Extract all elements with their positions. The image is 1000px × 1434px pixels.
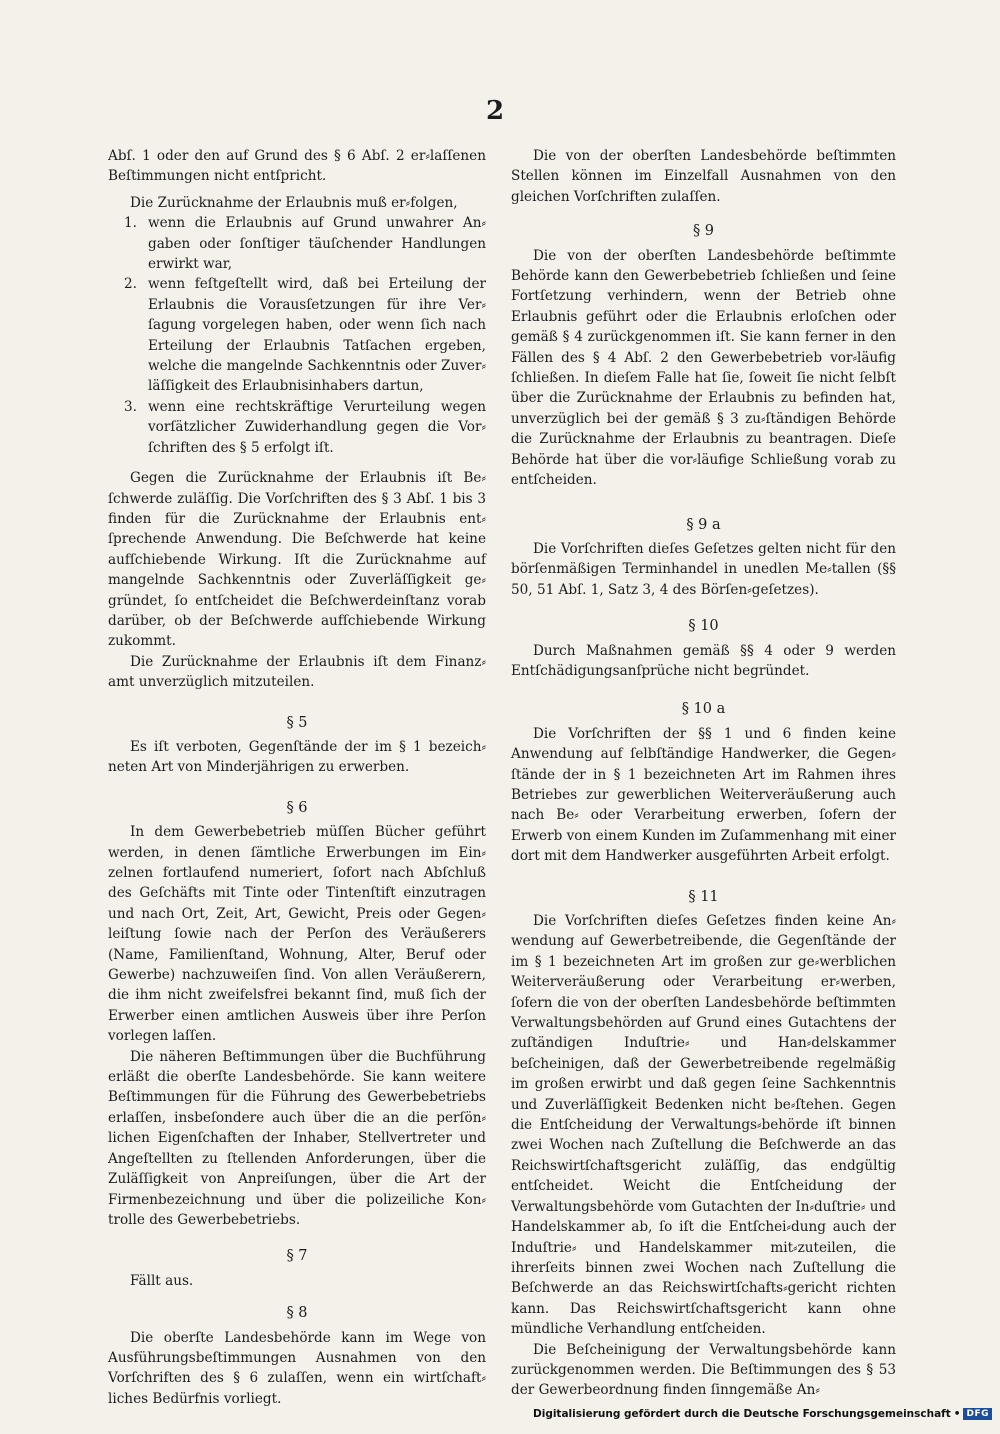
list-number: 2. [124, 276, 137, 293]
section-heading: § 6 [286, 799, 308, 816]
section-heading: § 10 [688, 618, 719, 635]
right-column [511, 146, 896, 1401]
paragraph: Die Vorſchriften dieſes Geſetzes gelten nicht für den börſenmäßigen Terminhandel in unedlen Me⸗tallen (§§ 50, 51 Abſ. 1, Satz 3, 4 des Börſen⸗geſetzes). [511, 540, 896, 598]
paragraph: Gegen die Zurücknahme der Erlaubnis iſt Be⸗ſchwerde zuläſſig. Die Vorſchriften des § 3 Abſ. 1 bis 3 finden für die Zurücknahme der Erlaubnis ent⸗ſprechende Anwendung. Die Beſchwerde hat keine aufſchiebende Wirkung. Iſt die Zurücknahme auf mangelnde Sachkenntnis oder Zuverläſſigkeit ge⸗gründet, ſo entſcheidet die Beſchwerdeinſtanz vorab darüber, ob der Beſchwerde aufſchiebende Wirkung zukommt. [108, 470, 486, 650]
section-heading: § 5 [286, 714, 308, 731]
page-number: 2 [486, 96, 505, 126]
paragraph: Abſ. 1 oder den auf Grund des § 6 Abſ. 2 er⸗laſſenen Beſtimmungen nicht entſpricht. [108, 148, 486, 185]
paragraph: Durch Maßnahmen gemäß §§ 4 oder 9 werden Entſchädigungsanſprüche nicht begründet. [511, 642, 896, 679]
list-item-text: wenn die Erlaubnis auf Grund unwahrer An⸗gaben oder ſonſtiger täuſchender Handlungen erwirkt war, [148, 215, 486, 273]
paragraph: Die von der oberſten Landesbehörde beſtimmte Behörde kann den Gewerbebetrieb ſchließen und ſeine Fortſetzung verhindern, wenn der Betrieb ohne Erlaubnis geführt oder die Erlaubnis erloſchen oder gemäß § 4 zurückgenommen iſt. Sie kann ferner in den Fällen des § 4 Abſ. 2 den Gewerbebetrieb vor⸗läufig ſchließen. In dieſem Falle hat ſie, ſoweit ſie nicht ſelbſt über die Zurücknahme der Erlaubnis zu befinden hat, unverzüglich bei der gemäß § 3 zu⸗ſtändigen Behörde die Zurücknahme der Erlaubnis zu beantragen. Dieſe Behörde hat über die vor⸗läufige Schließung vorab zu entſcheiden. [511, 247, 896, 489]
paragraph: Die Vorſchriften dieſes Geſetzes finden keine An⸗wendung auf Gewerbetreibende, die Gegenſtände der im § 1 bezeichneten Art im großen zur ge⸗werblichen Weiterveräußerung oder Verarbeitung er⸗werben, ſofern die von der oberſten Landesbehörde beſtimmten Verwaltungsbehörden auf Grund eines Gutachtens der zuſtändigen Induſtrie⸗ und Han⸗delskammer beſcheinigen, daß der Gewerbetreibende regelmäßig im großen erwirbt und daß gegen ſeine Sachkenntnis und Zuverläſſigkeit Bedenken nicht be⸗ſtehen. Gegen die Entſcheidung der Verwaltungs⸗behörde iſt binnen zwei Wochen nach Zuſtellung die Beſchwerde an das Reichswirtſchaftsgericht zuläſſig, das endgültig entſcheidet. Weicht die Entſcheidung der Verwaltungsbehörde vom Gutachten der In⸗duſtrie⸗ und Handelskammer ab, ſo iſt die Entſchei⸗dung auch der Induſtrie⸗ und Handelskammer mit⸗zuteilen, die ihrerſeits binnen zwei Wochen nach Zuſtellung die Beſchwerde an das Reichswirtſchafts⸗gericht richten kann. Das Reichswirtſchaftsgericht kann ohne mündliche Verhandlung entſcheiden. [511, 913, 896, 1338]
list-item-text: wenn feſtgeſtellt wird, daß bei Erteilung der Erlaubnis die Vorausſetzungen für ihre Ver⸗ſagung vorgelegen haben, oder wenn ſich nach Erteilung der Erlaubnis Tatſachen ergeben, welche die mangelnde Sachkenntnis oder Zuver⸗läſſigkeit des Erlaubnisinhabers dartun, [148, 276, 486, 395]
list-item [108, 213, 486, 274]
section-heading: § 10 a [681, 701, 726, 718]
paragraph: Die oberſte Landesbehörde kann im Wege von Ausführungsbeſtimmungen Ausnahmen von den Vorſchriften des § 6 zulaſſen, wenn ein wirtſchaft⸗liches Bedürfnis vorliegt. [108, 1329, 486, 1407]
paragraph: Die Beſcheinigung der Verwaltungsbehörde kann zurückgenommen werden. Die Beſtimmungen des § 53 der Gewerbeordnung finden ſinngemäße An⸗ [511, 1341, 896, 1399]
list-number: 1. [124, 215, 137, 232]
paragraph: Die näheren Beſtimmungen über die Buchführung erläßt die oberſte Landesbehörde. Sie kann weitere Beſtimmungen für die Führung des Gewerbebetriebs erlaſſen, insbeſondere auch über die an die perſön⸗lichen Eigenſchaften der Inhaber, Stellvertreter und Angeſtellten zu ſtellenden Anforderungen, über die Zuläſſigkeit von Anpreiſungen, über die Art der Firmenbezeichnung und über die polizeiliche Kon⸗trolle des Gewerbebetriebs. [108, 1048, 486, 1228]
section-heading: § 8 [286, 1305, 308, 1322]
bullet: • [953, 1408, 961, 1420]
paragraph: In dem Gewerbebetrieb müſſen Bücher geführt werden, in denen ſämtliche Erwerbungen im Ein⸗zelnen fortlaufend numeriert, ſofort nach Abſchluß des Geſchäfts mit Tinte oder Tintenſtift einzutragen und nach Ort, Zeit, Art, Gewicht, Preis oder Gegen⸗leiſtung ſowie nach der Perſon des Veräußerers (Name, Familienſtand, Wohnung, Alter, Beruf oder Gewerbe) nachzuweiſen ſind. Von allen Veräußerern, die ihm nicht zweifelsfrei bekannt ſind, muß ſich der Erwerber einen amtlichen Ausweis über ihre Perſon vorlegen laſſen. [108, 824, 486, 1045]
paragraph: Die von der oberſten Landesbehörde beſtimmten Stellen können im Einzelfall Ausnahmen von den gleichen Vorſchriften zulaſſen. [511, 148, 896, 205]
list-item [108, 397, 486, 458]
section-heading: § 11 [688, 888, 719, 905]
section-heading: § 9 a [686, 516, 721, 533]
numbered-list [108, 213, 486, 458]
dfg-logo: DFG [963, 1408, 992, 1420]
digitization-credit [533, 1408, 992, 1420]
paragraph: Die Zurücknahme der Erlaubnis iſt dem Finanz⸗amt unverzüglich mitzuteilen. [108, 653, 486, 691]
credit-text: Digitalisierung gefördert durch die Deutsche Forschungsgemeinschaft [533, 1408, 951, 1420]
paragraph: Fällt aus. [130, 1272, 194, 1289]
section-heading: § 9 [692, 223, 715, 240]
paragraph: Die Vorſchriften der §§ 1 und 6 finden keine Anwendung auf ſelbſtändige Handwerker, die Gegen⸗ſtände der in § 1 bezeichneten Art im Rahmen ihres Betriebes zur gewerblichen Weiterveräußerung auch nach Be⸗ oder Verarbeitung erwerben, ſofern der Erwerb von einem Kunden im Zuſammenhang mit einer dort mit dem Handwerker ausgeführten Arbeit erfolgt. [511, 725, 896, 865]
left-column [108, 146, 486, 1409]
paragraph: Es iſt verboten, Gegenſtände der im § 1 bezeich⸗neten Art von Minderjährigen zu erwerben. [108, 738, 486, 776]
list-item-text: wenn eine rechtskräftige Verurteilung wegen vorſätzlicher Zuwiderhandlung gegen die Vor⸗ſchriften des § 5 erfolgt iſt. [148, 398, 486, 456]
list-number: 3. [124, 398, 137, 415]
list-item [108, 274, 486, 396]
section-heading: § 7 [286, 1248, 308, 1265]
paragraph: Die Zurücknahme der Erlaubnis muß er⸗folgen, [130, 194, 458, 211]
